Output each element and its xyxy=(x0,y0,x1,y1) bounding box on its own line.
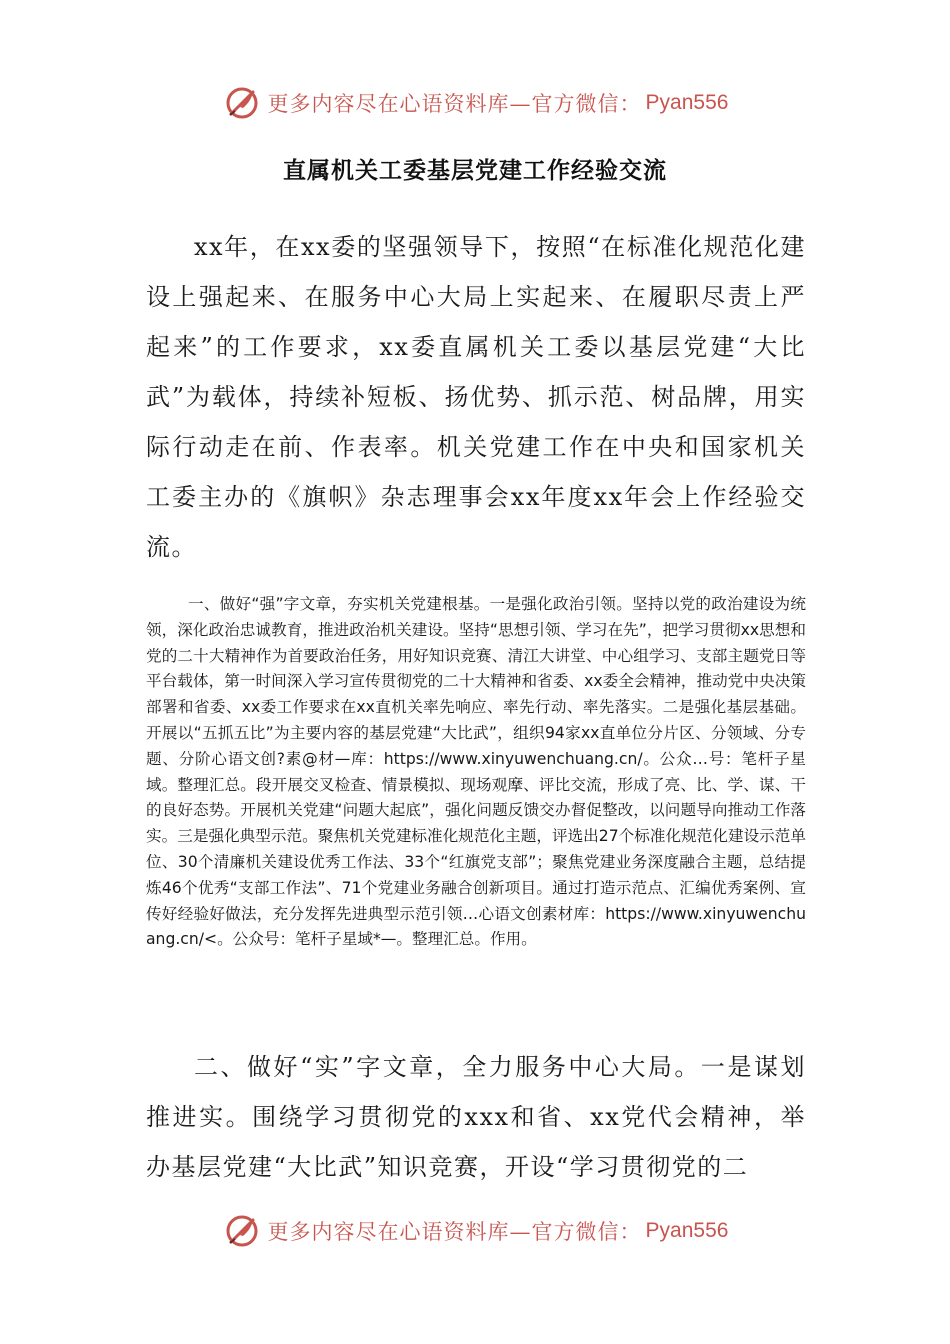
banner-text: 更多内容尽在心语资料库—官方微信： xyxy=(267,92,642,116)
quill-logo-icon xyxy=(222,83,262,123)
quill-logo-icon xyxy=(222,1211,262,1251)
watermark-banner-top xyxy=(0,80,950,126)
banner-text: 更多内容尽在心语资料库—官方微信： xyxy=(267,1220,642,1244)
banner-wechat-id: Pyan556 xyxy=(645,1219,729,1242)
banner-wechat-id: Pyan556 xyxy=(645,91,729,114)
document-title: 直属机关工委基层党建工作经验交流 xyxy=(283,158,667,184)
paragraph-section-two: 二、做好“实”字文章，全力服务中心大局。一是谋划推进实。围绕学习贯彻党的xxx和省、xx党代会精神，举办基层党建“大比武”知识竞赛，开设“学习贯彻党的二 xyxy=(146,1053,806,1181)
paragraph-section-one: 一、做好“强”字文章，夯实机关党建根基。一是强化政治引领。坚持以党的政治建设为统领，深化政治忠诚教育，推进政治机关建设。坚持“思想引领、学习在先”，把学习贯彻xx思想和党的二十大精神作为首要政治任务，用好知识竞赛、清江大讲堂、中心组学习、支部主题党日等平台载体，第一时间深入学习宣传贯彻党的二十大精神和省委、xx委全会精神，推动党中央决策部署和省委、xx委工作要求在xx直机关率先响应、率先行动、率先落实。二是强化基层基础。开展以“五抓五比”为主要内容的基层党建“大比武”，组织94家xx直单位分片区、分领域、分专题、分阶心语文创?素@材—库：https://www.xinyuwenchuang.cn/。公众…号：笔杆子星域。整理汇总。段开展交叉检查、情景模拟、现场观摩、评比交流，形成了亮、比、学、谋、干的良好态势。开展机关党建“问题大起底”，强化问题反馈交办督促整改，以问题导向推动工作落实。三是强化典型示范。聚焦机关党建标准化规范化主题，评选出27个标准化规范化建设示范单位、30个清廉机关建设优秀工作法、33个“红旗党支部”；聚焦党建业务深度融合主题，总结提炼46个优秀“支部工作法”、71个党建业务融合创新项目。通过打造示范点、汇编优秀案例、宣传好经验好做法，充分发挥先进典型示范引领…心语文创素材库：https://www.xinyuwenchuang.cn/<。公众号：笔杆子星域*—。整理汇总。作用。 xyxy=(146,595,806,949)
watermark-banner-bottom xyxy=(0,1208,950,1254)
paragraph-intro: xx年，在xx委的坚强领导下，按照“在标准化规范化建设上强起来、在服务中心大局上实起来、在履职尽责上严起来”的工作要求，xx委直属机关工委以基层党建“大比武”为载体，持续补短板、扬优势、抓示范、树品牌，用实际行动走在前、作表率。机关党建工作在中央和国家机关工委主办的《旗帜》杂志理事会xx年度xx年会上作经验交流。 xyxy=(146,233,806,561)
